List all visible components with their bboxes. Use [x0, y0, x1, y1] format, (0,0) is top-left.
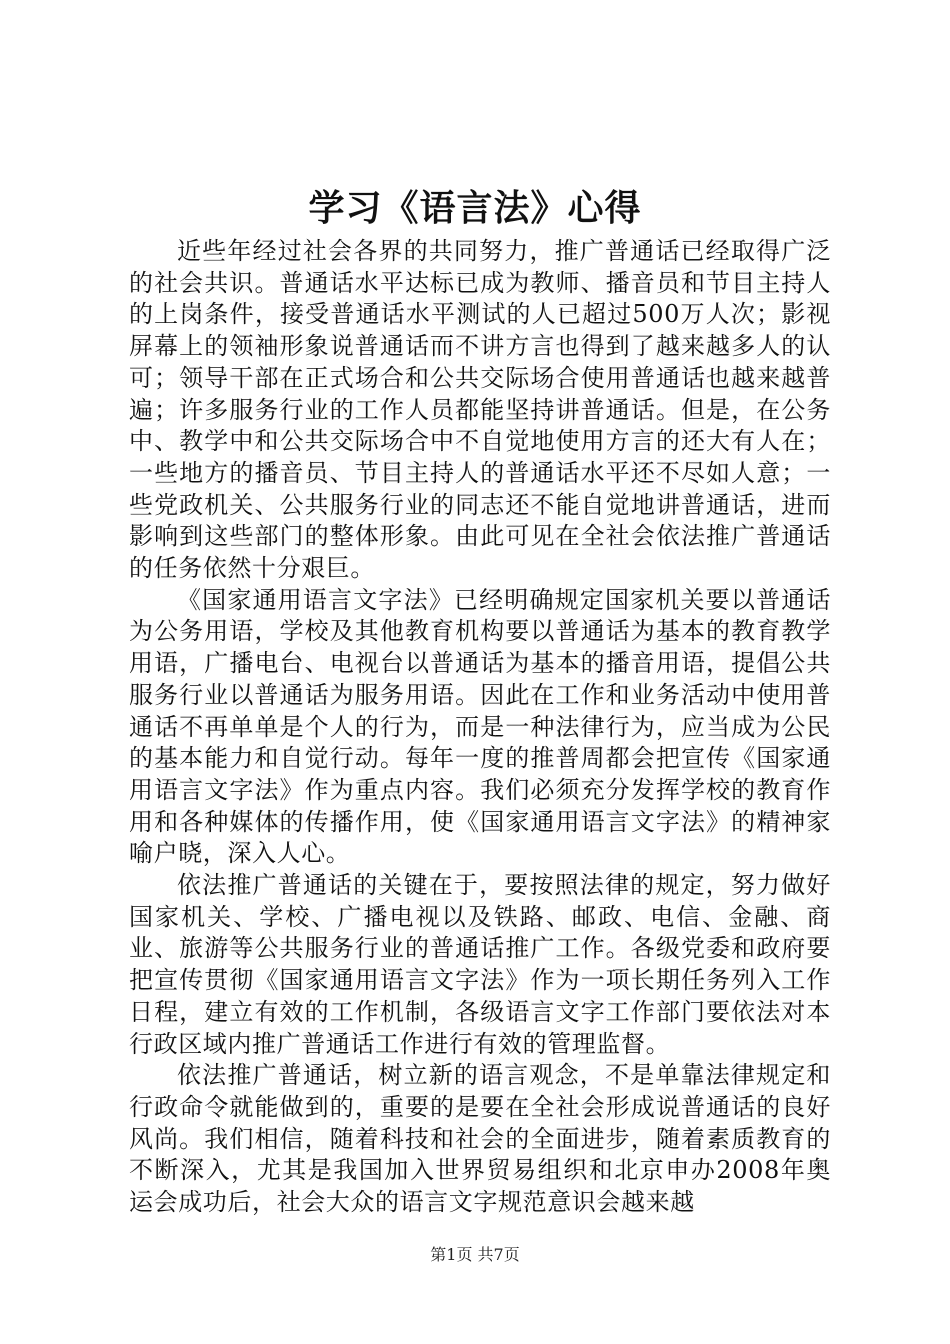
document-title: 学习《语言法》心得: [308, 187, 642, 229]
paragraph: 《国家通用语言文字法》已经明确规定国家机关要以普通话为公务用语，学校及其他教育机构要以普通话为基本的教育教学用语，广播电台、电视台以普通话为基本的播音用语，提倡公共服务行业以普通话为服务用语。因此在工作和业务活动中使用普通话不再单单是个人的行为，而是一种法律行为，应当成为公民的基本能力和自觉行动。每年一度的推普周都会把宣传《国家通用语言文字法》作为重点内容。我们必须充分发挥学校的教育作用和各种媒体的传播作用，使《国家通用语言文字法》的精神家喻户晓，深入人心。: [129, 585, 831, 868]
paragraph: 近些年经过社会各界的共同努力，推广普通话已经取得广泛的社会共识。普通话水平达标已成为教师、播音员和节目主持人的上岗条件，接受普通话水平测试的人已超过500万人次；影视屏幕上的领袖形象说普通话而不讲方言也得到了越来越多人的认可；领导干部在正式场合和公共交际场合使用普通话也越来越普遍；许多服务行业的工作人员都能坚持讲普通话。但是，在公务中、教学中和公共交际场合中不自觉地使用方言的还大有人在；一些地方的播音员、节目主持人的普通话水平还不尽如人意；一些党政机关、公共服务行业的同志还不能自觉地讲普通话，进而影响到这些部门的整体形象。由此可见在全社会依法推广普通话的任务依然十分艰巨。: [129, 237, 831, 583]
paragraph: 依法推广普通话，树立新的语言观念，不是单靠法律规定和行政命令就能做到的，重要的是要在全社会形成说普通话的良好风尚。我们相信，随着科技和社会的全面进步，随着素质教育的不断深入，尤其是我国加入世界贸易组织和北京申办2008年奥运会成功后，社会大众的语言文字规范意识会越来越: [129, 1061, 831, 1217]
document-body: [129, 236, 831, 1219]
page-number-footer: 第1页 共7页: [430, 1245, 520, 1264]
paragraph: 依法推广普通话的关键在于，要按照法律的规定，努力做好国家机关、学校、广播电视以及铁路、邮政、电信、金融、商业、旅游等公共服务行业的普通话推广工作。各级党委和政府要把宣传贯彻《国家通用语言文字法》作为一项长期任务列入工作日程，建立有效的工作机制，各级语言文字工作部门要依法对本行政区域内推广普通话工作进行有效的管理监督。: [129, 871, 831, 1058]
